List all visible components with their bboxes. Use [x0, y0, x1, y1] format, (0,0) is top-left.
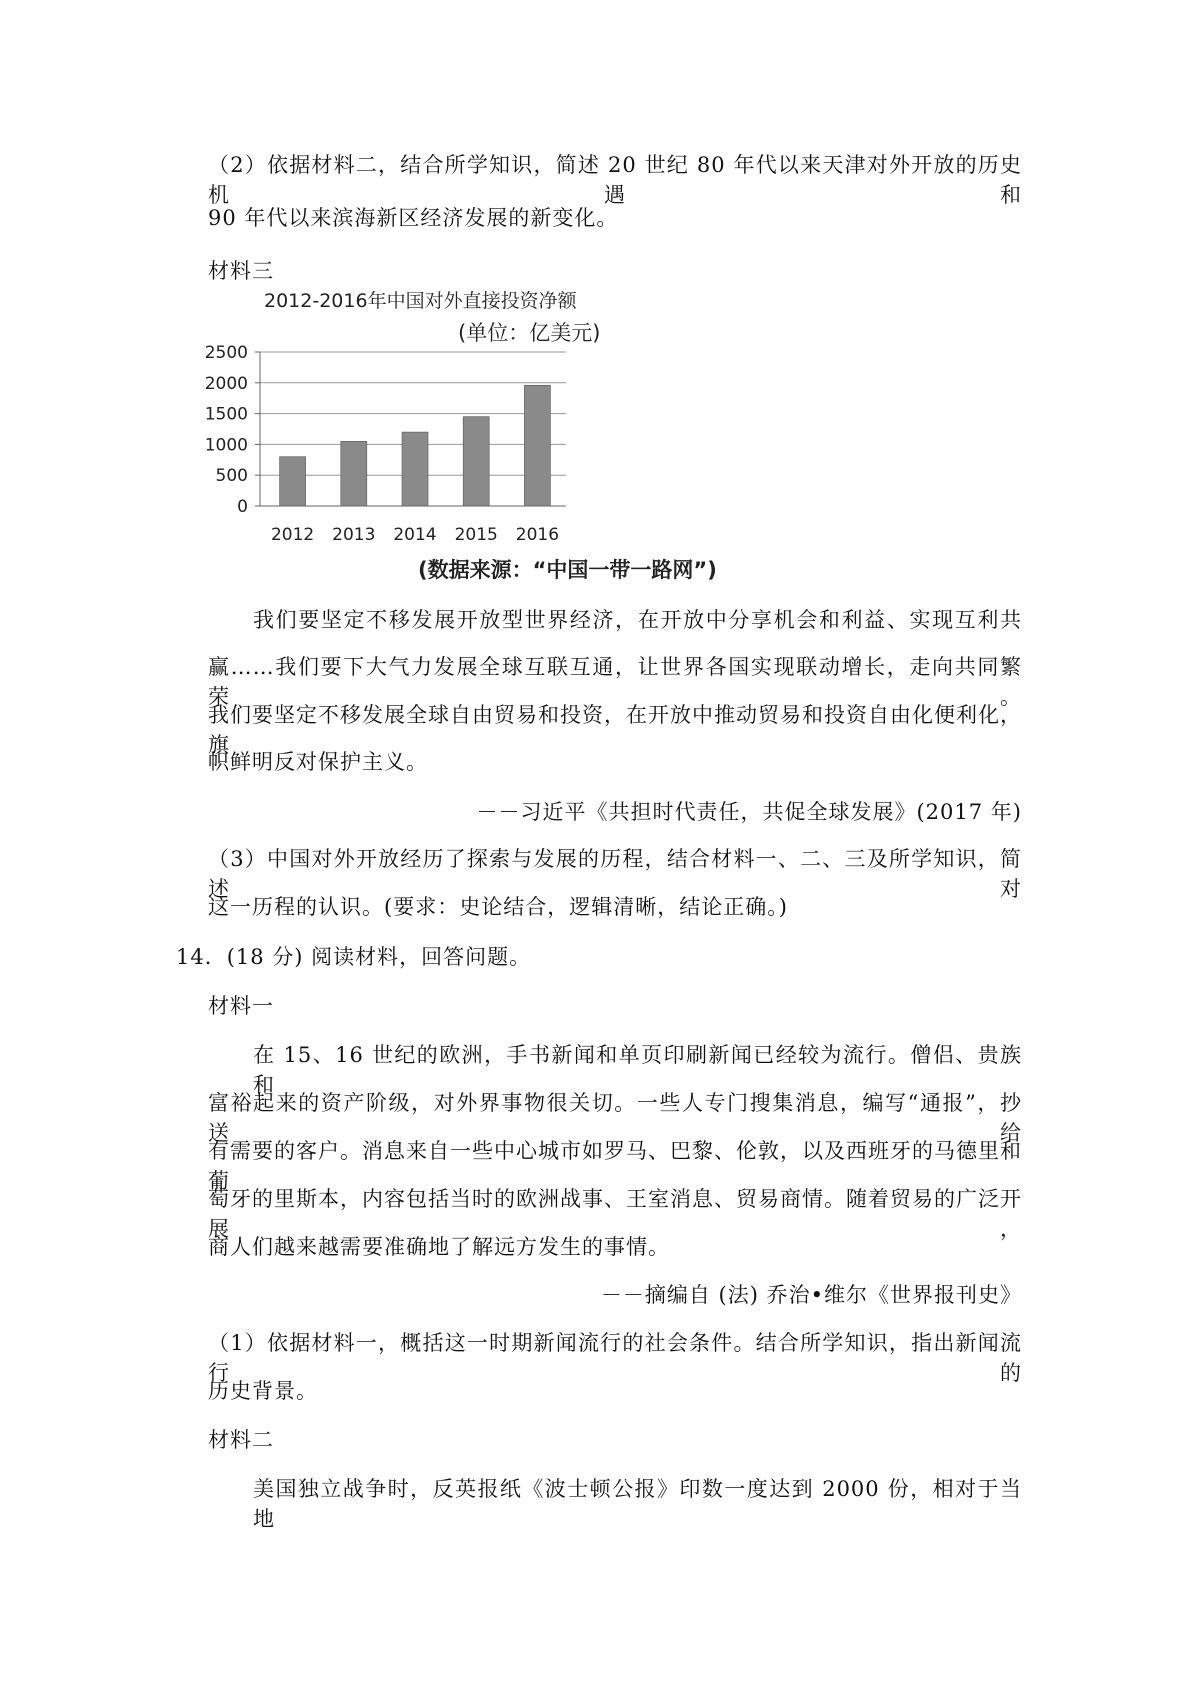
q14-material2-heading: 材料二 — [208, 1428, 274, 1452]
bar-2016 — [524, 385, 550, 506]
bar-2012 — [280, 457, 306, 506]
part2-line2: 90 年代以来滨海新区经济发展的新变化。 — [208, 206, 619, 230]
chart-svg — [200, 285, 800, 625]
part3-line1: （3）中国对外开放经历了探索与发展的历程，结合材料一、二、三及所学知识，简述对 — [208, 847, 1022, 901]
x-tick-label-2013: 2013 — [332, 525, 376, 545]
q14-material1-line5: 商人们越来越需要准确地了解远方发生的事情。 — [208, 1235, 670, 1259]
material3-quote-line1: 我们要坚定不移发展开放型世界经济，在开放中分享机会和利益、实现互利共 — [253, 608, 1022, 632]
q14-heading: 14．(18 分) 阅读材料，回答问题。 — [176, 945, 532, 969]
material3-heading: 材料三 — [208, 259, 274, 283]
y-tick-label: 2500 — [204, 343, 248, 363]
q14-material1-line3: 有需要的客户。消息来自一些中心城市如罗马、巴黎、伦敦，以及西班牙的马德里和葡 — [208, 1139, 1022, 1193]
chart-source: (数据来源：“中国一带一路网”) — [418, 558, 717, 582]
x-tick-label-2012: 2012 — [270, 525, 315, 545]
y-tick-label: 2000 — [204, 373, 248, 394]
y-tick-label: 0 — [237, 497, 248, 517]
material3-attribution: －－习近平《共担时代责任，共促全球发展》(2017 年) — [476, 800, 1022, 824]
x-tick-label-2014: 2014 — [393, 525, 437, 545]
material3-quote-line2: 赢……我们要下大气力发展全球互联互通，让世界各国实现联动增长，走向共同繁荣。 — [208, 655, 1022, 709]
bar-2013 — [341, 441, 367, 506]
bar-2015 — [463, 417, 489, 506]
y-tick-label: 500 — [215, 466, 248, 487]
q14-material1-line1: 在 15、16 世纪的欧洲，手书新闻和单页印刷新闻已经较为流行。僧侣、贵族和 — [253, 1043, 1022, 1097]
chart-title: 2012-2016年中国对外直接投资净额 — [264, 290, 577, 312]
q14-part1-line2: 历史背景。 — [208, 1379, 318, 1403]
part3-line2: 这一历程的认识。(要求：史论结合，逻辑清晰，结论正确。) — [208, 895, 788, 919]
investment-bar-chart — [200, 285, 800, 625]
x-tick-label-2015: 2015 — [454, 525, 498, 545]
q14-material2-line1: 美国独立战争时，反英报纸《波士顿公报》印数一度达到 2000 份，相对于当地 — [253, 1477, 1022, 1531]
bar-2014 — [402, 432, 428, 506]
x-tick-label-2016: 2016 — [515, 525, 560, 545]
material3-quote-line3: 我们要坚定不移发展全球自由贸易和投资，在开放中推动贸易和投资自由化便利化，旗 — [208, 703, 1022, 757]
y-tick-label: 1500 — [204, 404, 248, 425]
q14-material1-attribution: －－摘编自 (法) 乔治•维尔《世界报刊史》 — [600, 1283, 1022, 1307]
q14-material1-heading: 材料一 — [208, 994, 274, 1018]
q14-part1-line1: （1）依据材料一，概括这一时期新闻流行的社会条件。结合所学知识，指出新闻流行的 — [208, 1331, 1022, 1385]
y-tick-label: 1000 — [204, 435, 248, 456]
part2-line1: （2）依据材料二，结合所学知识，简述 20 世纪 80 年代以来天津对外开放的历史机遇和 — [208, 153, 1022, 207]
chart-subtitle: (单位：亿美元) — [458, 321, 601, 345]
q14-material1-line2: 富裕起来的资产阶级，对外界事物很关切。一些人专门搜集消息，编写“通报”，抄送给 — [208, 1091, 1022, 1145]
material3-quote-line4: 帜鲜明反对保护主义。 — [208, 750, 428, 774]
q14-material1-line4: 萄牙的里斯本，内容包括当时的欧洲战事、王室消息、贸易商情。随着贸易的广泛开展， — [208, 1187, 1022, 1241]
